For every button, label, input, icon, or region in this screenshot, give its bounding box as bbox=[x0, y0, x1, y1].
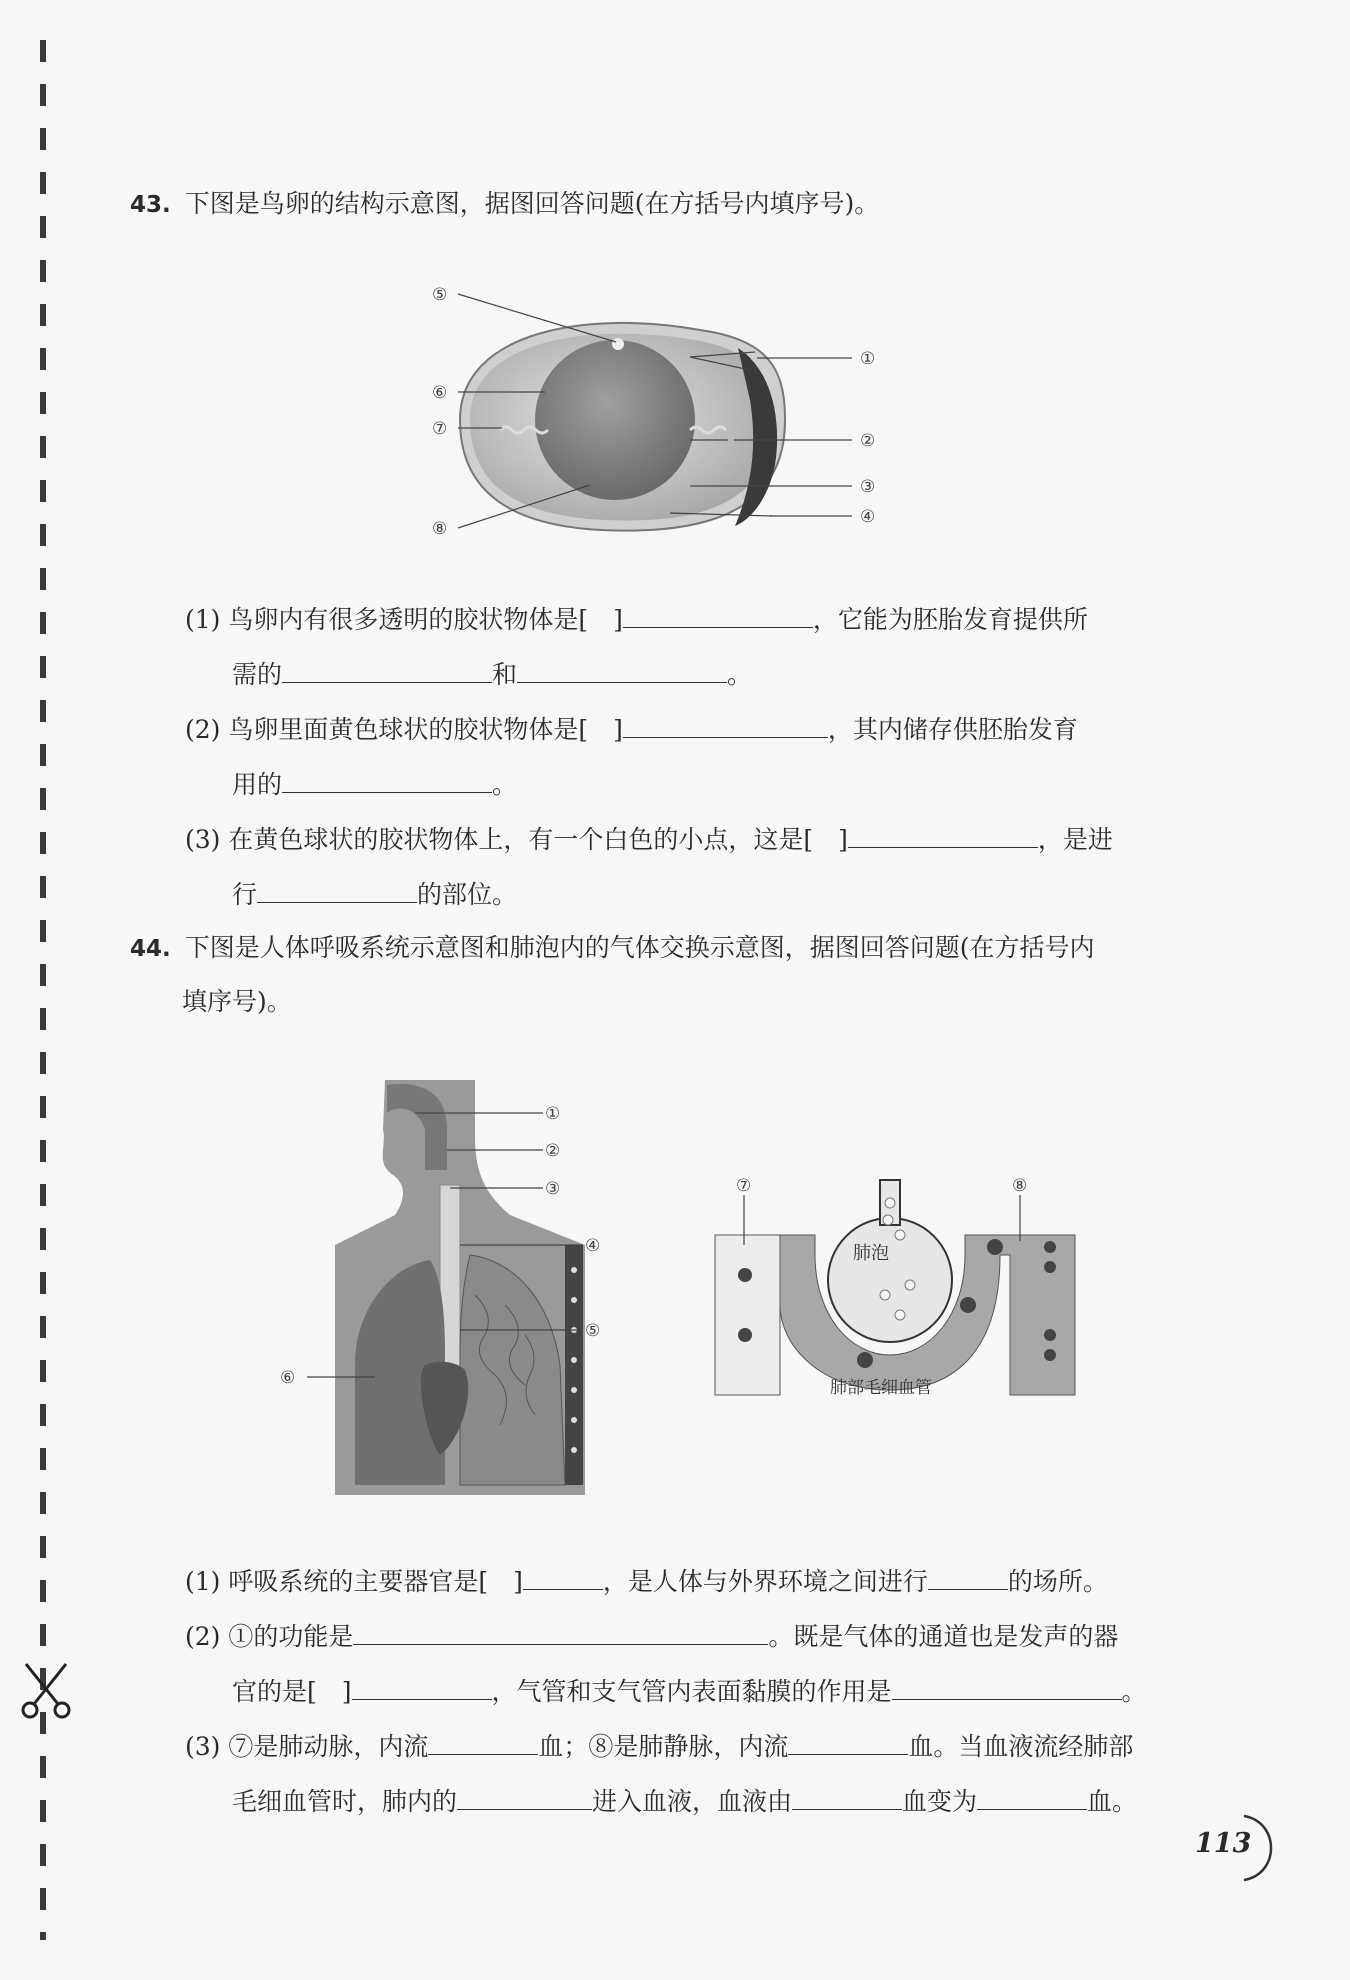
q44-blank-8[interactable] bbox=[457, 1783, 592, 1810]
q43-blank-2[interactable] bbox=[282, 656, 492, 683]
q44-sub2-line1: (2) ①的功能是 。既是气体的通道也是发声的器 bbox=[185, 1617, 1118, 1657]
alveolus-text: 肺泡 bbox=[853, 1243, 889, 1264]
q44-blank-1[interactable] bbox=[523, 1563, 603, 1590]
q44-blank-6[interactable] bbox=[428, 1728, 538, 1755]
body-label-6: ⑥ bbox=[280, 1368, 296, 1388]
q44-sub1: (1) 呼吸系统的主要器官是[ ] ，是人体与外界环境之间进行 的场所。 bbox=[185, 1562, 1108, 1602]
q44-blank-2[interactable] bbox=[928, 1563, 1008, 1590]
cut-line bbox=[40, 40, 46, 1940]
page-number: 113 bbox=[1195, 1828, 1252, 1859]
egg-label-3: ③ bbox=[860, 477, 876, 497]
body-label-1: ① bbox=[545, 1104, 561, 1124]
q43-sub3-line1: (3) 在黄色球状的胶状物体上，有一个白色的小点，这是[ ] ，是进 bbox=[185, 820, 1113, 860]
egg-label-2: ② bbox=[860, 431, 876, 451]
q43-sub2-line1: (2) 鸟卵里面黄色球状的胶状物体是[ ] ，其内储存供胚胎发育 bbox=[185, 710, 1078, 750]
capillary-text: 肺部毛细血管 bbox=[830, 1378, 932, 1398]
q43-blank-6[interactable] bbox=[848, 821, 1038, 848]
q44-title: 44. 下图是人体呼吸系统示意图和肺泡内的气体交换示意图，据图回答问题(在方括号内 bbox=[130, 933, 1095, 962]
egg-label-6: ⑥ bbox=[432, 383, 448, 403]
q43-blank-4[interactable] bbox=[623, 711, 828, 738]
egg-label-4: ④ bbox=[860, 507, 876, 527]
alveolus-label-8: ⑧ bbox=[1012, 1176, 1028, 1196]
q43-sub1-line2: 需的 和 。 bbox=[232, 655, 752, 695]
q43-sub1-line1: (1) 鸟卵内有很多透明的胶状物体是[ ] ，它能为胚胎发育提供所 bbox=[185, 600, 1088, 640]
yolk bbox=[535, 340, 695, 500]
q43-blank-5[interactable] bbox=[282, 766, 492, 793]
germinal-disc bbox=[612, 338, 624, 350]
q43-sub3-line2: 行 的部位。 bbox=[232, 875, 517, 915]
q44-sub3-line1: (3) ⑦是肺动脉，内流 血；⑧是肺静脉，内流 血。当血液流经肺部 bbox=[185, 1727, 1133, 1767]
q44-blank-9[interactable] bbox=[792, 1783, 902, 1810]
body-label-2: ② bbox=[545, 1141, 561, 1161]
body-label-4: ④ bbox=[585, 1236, 601, 1256]
scissors-icon bbox=[18, 1660, 74, 1720]
alveolus-diagram bbox=[710, 1175, 1090, 1405]
q44-sub3-line2: 毛细血管时，肺内的 进入血液，血液由 血变为 血。 bbox=[232, 1782, 1137, 1822]
q43-blank-3[interactable] bbox=[517, 656, 727, 683]
respiratory-diagram bbox=[275, 1075, 615, 1505]
page-number-arc bbox=[1240, 1812, 1280, 1884]
q44-sub2-line2: 官的是[ ] ，气管和支气管内表面黏膜的作用是 。 bbox=[232, 1672, 1147, 1712]
q43-sub2-line2: 用的 。 bbox=[232, 765, 517, 805]
alveolus-sac bbox=[828, 1218, 952, 1342]
q44-blank-4[interactable] bbox=[352, 1673, 492, 1700]
q44-blank-10[interactable] bbox=[977, 1783, 1087, 1810]
egg-label-8: ⑧ bbox=[432, 519, 448, 539]
egg-label-7: ⑦ bbox=[432, 419, 448, 439]
egg-diagram bbox=[420, 270, 900, 560]
egg-label-1: ① bbox=[860, 349, 876, 369]
q43-blank-1[interactable] bbox=[623, 601, 813, 628]
alveolus-label-7: ⑦ bbox=[736, 1176, 752, 1196]
q44-blank-7[interactable] bbox=[788, 1728, 908, 1755]
q43-blank-7[interactable] bbox=[257, 876, 417, 903]
q44-blank-3[interactable] bbox=[353, 1618, 768, 1645]
egg-label-5: ⑤ bbox=[432, 285, 448, 305]
q43-title: 43. 下图是鸟卵的结构示意图，据图回答问题(在方括号内填序号)。 bbox=[130, 189, 880, 218]
q44-title-line2: 填序号)。 bbox=[182, 987, 292, 1016]
body-label-5: ⑤ bbox=[585, 1321, 601, 1341]
body-label-3: ③ bbox=[545, 1179, 561, 1199]
q44-blank-5[interactable] bbox=[892, 1673, 1122, 1700]
